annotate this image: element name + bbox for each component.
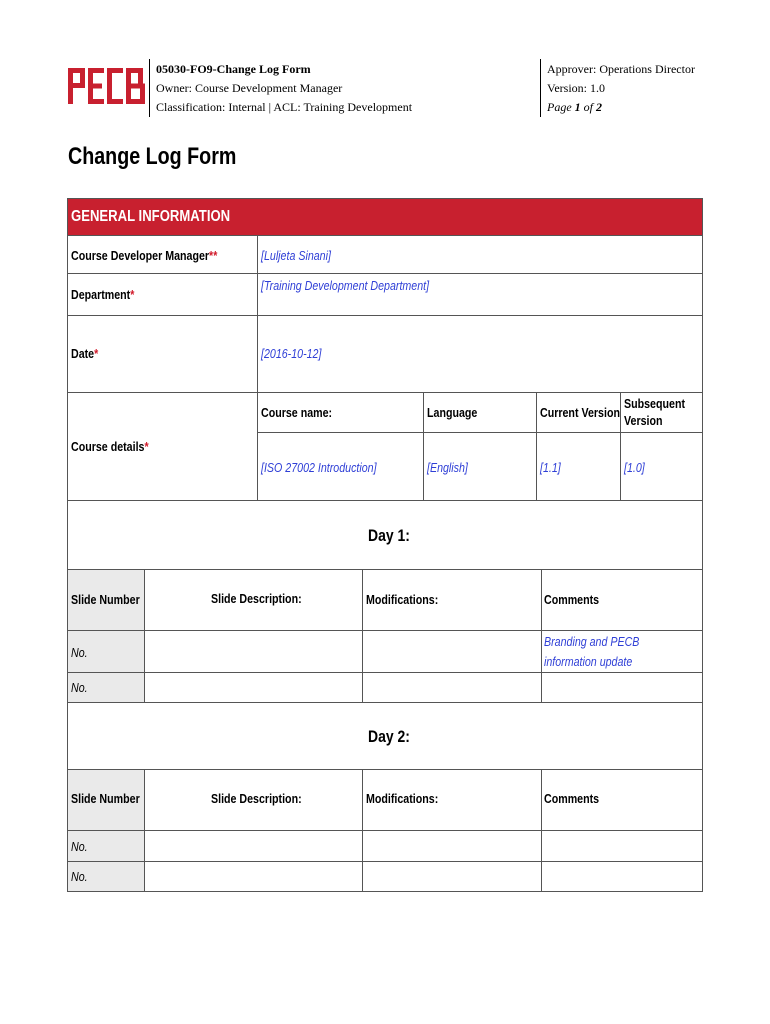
course-details-label-cell xyxy=(67,393,258,501)
description-header-label: Slide Description: xyxy=(211,791,302,806)
course-details-label: Course details xyxy=(71,439,145,454)
slide-number-value: No. xyxy=(71,680,88,695)
course-name-header: Course name: xyxy=(261,405,333,420)
slide-number-header-label: Slide Number xyxy=(71,791,140,806)
required-marker: * xyxy=(130,287,135,302)
day2-row2-comments[interactable] xyxy=(542,862,703,892)
day1-modifications-header xyxy=(363,570,542,631)
general-information-label: GENERAL INFORMATION xyxy=(71,208,231,225)
comments-header-label: Comments xyxy=(544,592,600,607)
required-marker: ** xyxy=(209,248,218,263)
day2-title: Day 2: xyxy=(368,727,410,746)
day2-row2-modifications[interactable] xyxy=(363,862,542,892)
slide-number-header-label: Slide Number xyxy=(71,592,140,607)
day2-row1-modifications[interactable] xyxy=(363,831,542,862)
description-header-label: Slide Description: xyxy=(211,591,302,606)
comments-header-label: Comments xyxy=(544,791,600,806)
subsequent-version-value: [1.0] xyxy=(624,460,645,475)
current-version-header: Current Version xyxy=(540,405,620,420)
day1-title-cell xyxy=(67,501,703,570)
general-information-header xyxy=(67,198,703,236)
language-value: [English] xyxy=(427,460,468,475)
form-approver: Approver: Operations Director xyxy=(547,62,695,76)
comments-value: Branding and PECB information update xyxy=(544,634,640,669)
day1-slide-number-header xyxy=(67,570,145,631)
department-label-cell xyxy=(67,274,258,316)
day1-row2-comments[interactable] xyxy=(542,673,703,703)
form-version: Version: 1.0 xyxy=(547,81,605,95)
date-label: Date xyxy=(71,346,95,361)
form-owner: Owner: Course Development Manager xyxy=(156,81,343,95)
day2-slide-number-header xyxy=(67,770,145,831)
manager-value: [Luljeta Sinani] xyxy=(261,248,331,263)
day2-modifications-header xyxy=(363,770,542,831)
slide-number-value: No. xyxy=(71,645,88,660)
day2-comments-header xyxy=(542,770,703,831)
form-code: 05030-FO9-Change Log Form xyxy=(156,62,311,76)
day1-row2-description[interactable] xyxy=(145,673,363,703)
day1-row1-description[interactable] xyxy=(145,631,363,673)
day2-row2-description[interactable] xyxy=(145,862,363,892)
current-version-value: [1.1] xyxy=(540,460,561,475)
day2-title-cell xyxy=(67,703,703,770)
day1-row1-comments[interactable] xyxy=(542,631,703,673)
language-value-cell[interactable] xyxy=(424,433,537,501)
date-value-cell[interactable] xyxy=(258,316,703,393)
current-version-header-cell xyxy=(537,393,621,433)
course-name-header-cell xyxy=(258,393,424,433)
day1-row2-slide[interactable] xyxy=(67,673,145,703)
day1-comments-header xyxy=(542,570,703,631)
page-indicator: Page 1 of 2 xyxy=(547,100,602,114)
course-name-value: [ISO 27002 Introduction] xyxy=(261,460,377,475)
manager-value-cell[interactable] xyxy=(258,236,703,274)
department-label: Department xyxy=(71,287,131,302)
language-header: Language xyxy=(427,405,478,420)
subsequent-version-value-cell[interactable] xyxy=(621,433,703,501)
form-classification: Classification: Internal | ACL: Training Development xyxy=(156,100,413,114)
day1-description-header xyxy=(145,570,363,631)
day2-row1-comments[interactable] xyxy=(542,831,703,862)
date-label-cell xyxy=(67,316,258,393)
current-version-value-cell[interactable] xyxy=(537,433,621,501)
day2-row2-slide[interactable] xyxy=(67,862,145,892)
department-value: [Training Development Department] xyxy=(261,278,430,293)
subsequent-version-header: Subsequent Version xyxy=(624,396,686,428)
required-marker: * xyxy=(94,346,99,361)
slide-number-value: No. xyxy=(71,869,88,884)
modifications-header-label: Modifications: xyxy=(366,592,439,607)
manager-label: Course Developer Manager xyxy=(71,248,210,263)
course-name-value-cell[interactable] xyxy=(258,433,424,501)
slide-number-value: No. xyxy=(71,839,88,854)
day1-row1-modifications[interactable] xyxy=(363,631,542,673)
subsequent-version-header-cell xyxy=(621,393,703,433)
day1-title: Day 1: xyxy=(368,526,410,545)
day1-row1-slide[interactable] xyxy=(67,631,145,673)
day2-description-header xyxy=(145,770,363,831)
day1-row2-modifications[interactable] xyxy=(363,673,542,703)
language-header-cell xyxy=(424,393,537,433)
modifications-header-label: Modifications: xyxy=(366,791,439,806)
manager-label-cell xyxy=(67,236,258,274)
required-marker: * xyxy=(144,439,149,454)
date-value: [2016-10-12] xyxy=(261,346,322,361)
day2-row1-slide[interactable] xyxy=(67,831,145,862)
page-title: Change Log Form xyxy=(68,143,237,170)
day2-row1-description[interactable] xyxy=(145,831,363,862)
department-value-cell[interactable] xyxy=(258,274,703,316)
